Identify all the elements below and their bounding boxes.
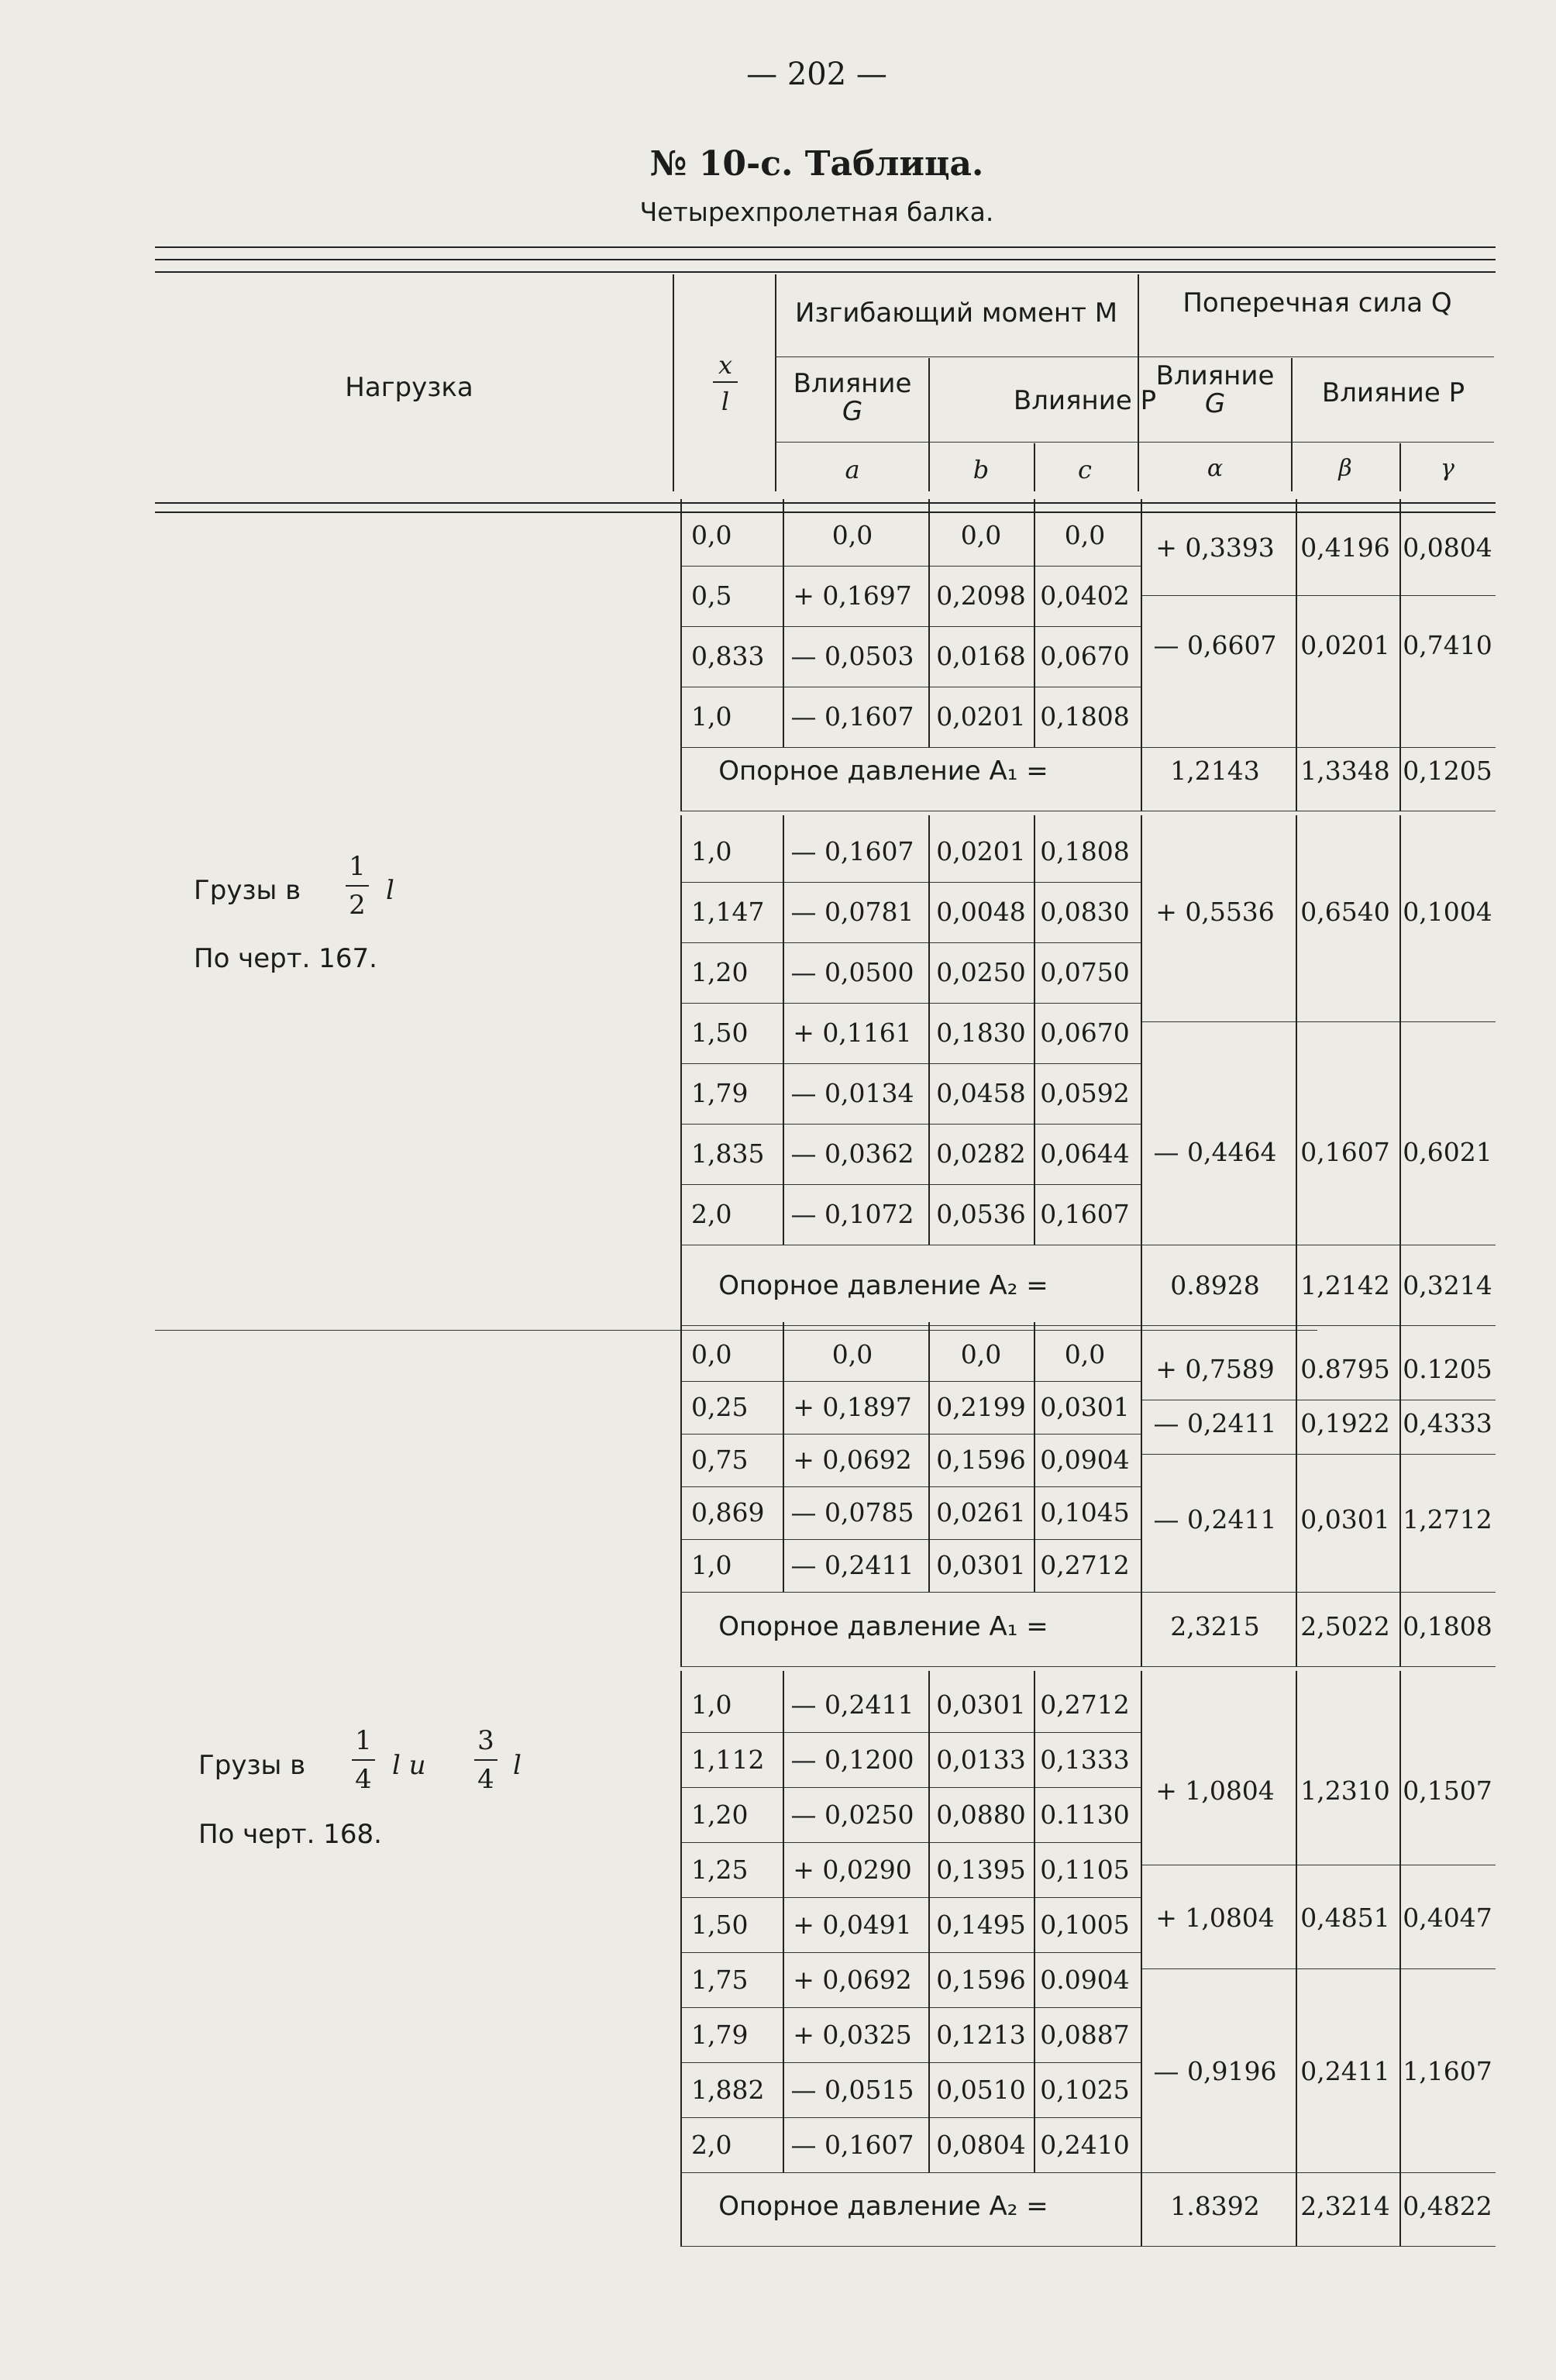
shear-alpha-cell: — 0,4464 (1153, 1137, 1277, 1167)
header-divider (673, 274, 674, 491)
moment-b-cell: 0,0250 (936, 957, 1026, 987)
column-rule (1141, 499, 1142, 811)
shear-alpha-cell: + 0,3393 (1155, 532, 1275, 563)
support-alpha-cell: 1,2143 (1170, 756, 1260, 786)
moment-row-rule (680, 566, 1141, 567)
top-rule-2 (155, 259, 1496, 260)
moment-b-cell: 0,0301 (936, 1550, 1026, 1580)
shear-beta-cell: 0,4851 (1300, 1903, 1390, 1933)
header-body-rule-1 (155, 502, 1496, 504)
support-row-top-rule (680, 1592, 1496, 1593)
col-label-alpha: α (1207, 455, 1224, 482)
moment-c-cell: 0,0402 (1040, 580, 1130, 611)
shear-alpha-cell: — 0,2411 (1153, 1504, 1277, 1534)
moment-c-cell: 0,2712 (1040, 1689, 1130, 1720)
header-divider (775, 274, 776, 491)
page-number: — 202 — (746, 57, 887, 92)
column-rule (1296, 1671, 1297, 2246)
header-influence-g-shear-sym: G (1204, 388, 1226, 419)
header-influence-p-shear: Влияние P (1321, 377, 1465, 408)
shear-gamma-cell: 1,1607 (1403, 2056, 1492, 2086)
x-value-cell: 1,25 (691, 1855, 749, 1885)
moment-b-cell: 0,0804 (936, 2130, 1026, 2160)
column-rule (1034, 499, 1035, 747)
shear-alpha-cell: — 0,2411 (1153, 1408, 1277, 1438)
moment-a-cell: 0,0 (831, 520, 873, 550)
support-row-top-rule (680, 747, 1496, 748)
header-rule (775, 356, 1494, 357)
shear-beta-cell: 0,2411 (1300, 2056, 1390, 2086)
support-alpha-cell: 1.8392 (1170, 2191, 1260, 2221)
column-rule (1296, 815, 1297, 1325)
moment-row-rule (680, 1842, 1141, 1843)
moment-c-cell: 0,0301 (1040, 1392, 1130, 1422)
moment-b-cell: 0,0 (960, 520, 1002, 550)
shear-beta-cell: 1,2310 (1300, 1776, 1390, 1806)
moment-row-rule (680, 1003, 1141, 1004)
header-influence-g-moment: Влияние (793, 368, 912, 399)
support-label: Опорное давление A₂ = (718, 2191, 1048, 2222)
header-influence-g-shear: Влияние (1155, 360, 1275, 391)
column-rule (1399, 1322, 1401, 1666)
header-divider (1034, 443, 1035, 491)
moment-row-rule (680, 1539, 1141, 1540)
moment-a-cell: + 0,0692 (793, 1445, 912, 1475)
support-beta-cell: 2,5022 (1300, 1611, 1390, 1641)
section2-frac1-num: 1 (355, 1725, 372, 1756)
header-rule (775, 442, 1494, 443)
moment-b-cell: 0,0261 (936, 1497, 1026, 1528)
x-value-cell: 1,79 (691, 2020, 749, 2050)
moment-row-rule (680, 1952, 1141, 1953)
moment-c-cell: 0,1808 (1040, 836, 1130, 866)
column-rule (1296, 1322, 1297, 1666)
support-row-bottom-rule (680, 1325, 1496, 1326)
moment-a-cell: — 0,0515 (790, 2075, 914, 2105)
moment-row-rule (680, 1184, 1141, 1185)
x-value-cell: 0,5 (691, 580, 732, 611)
section1-fraction (346, 851, 369, 921)
moment-a-cell: — 0,0503 (790, 641, 914, 671)
section2-l: l (513, 1750, 522, 1781)
section1-l: l (386, 875, 394, 906)
support-row-bottom-rule (680, 2246, 1496, 2247)
column-rule (783, 1322, 784, 1592)
header-x-bar (713, 381, 738, 383)
column-rule (1141, 1671, 1142, 2246)
moment-row-rule (680, 882, 1141, 883)
moment-row-rule (680, 1124, 1141, 1125)
x-value-cell: 0,833 (691, 641, 765, 671)
shear-row-rule (1141, 1968, 1496, 1969)
column-rule (783, 815, 784, 1245)
column-rule (928, 1671, 930, 2172)
moment-c-cell: 0,0 (1064, 1339, 1106, 1369)
support-alpha-cell: 0.8928 (1170, 1270, 1260, 1300)
header-influence-g-moment-sym: G (842, 396, 863, 427)
moment-b-cell: 0,1213 (936, 2020, 1026, 2050)
moment-c-cell: 0,2712 (1040, 1550, 1130, 1580)
x-value-cell: 1,50 (691, 1910, 749, 1940)
section2-frac1-den: 4 (355, 1764, 372, 1795)
moment-row-rule (680, 2007, 1141, 2008)
column-rule (928, 815, 930, 1245)
moment-b-cell: 0,0301 (936, 1689, 1026, 1720)
shear-alpha-cell: + 1,0804 (1155, 1903, 1275, 1933)
section2-load-text: Грузы в (198, 1750, 306, 1781)
x-value-cell: 2,0 (691, 1199, 732, 1229)
moment-a-cell: — 0,0362 (790, 1138, 914, 1169)
col-label-c: c (1078, 455, 1092, 484)
support-row-left-rule (680, 747, 682, 811)
support-gamma-cell: 0,3214 (1403, 1270, 1492, 1300)
table-title: № 10-с. Таблица. (649, 144, 984, 184)
x-value-cell: 1,50 (691, 1018, 749, 1048)
moment-b-cell: 0,0282 (936, 1138, 1026, 1169)
section2-frac2-num: 3 (477, 1725, 494, 1756)
col-label-b: b (972, 455, 990, 484)
section2-ref: По черт. 168. (198, 1819, 382, 1850)
column-rule (783, 1671, 784, 2172)
section1-frac-den: 2 (349, 890, 366, 921)
x-value-cell: 1,0 (691, 1550, 732, 1580)
moment-b-cell: 0,0536 (936, 1199, 1026, 1229)
moment-a-cell: — 0,2411 (790, 1689, 914, 1720)
column-rule (1034, 815, 1035, 1245)
shear-beta-cell: 0,1922 (1300, 1408, 1390, 1438)
header-divider (1399, 443, 1401, 491)
header-moment: Изгибающий момент M (794, 298, 1118, 329)
moment-a-cell: + 0,0491 (793, 1910, 912, 1940)
x-value-cell: 0,25 (691, 1392, 749, 1422)
moment-c-cell: 0,0750 (1040, 957, 1130, 987)
moment-b-cell: 0,0510 (936, 2075, 1026, 2105)
moment-a-cell: — 0,0500 (790, 957, 914, 987)
col-label-beta: β (1338, 455, 1352, 482)
moment-row-rule (680, 626, 1141, 627)
moment-b-cell: 0,0168 (936, 641, 1026, 671)
moment-a-cell: — 0,1607 (790, 701, 914, 732)
column-rule (928, 1322, 930, 1592)
shear-gamma-cell: 0,0804 (1403, 532, 1492, 563)
section-divider (155, 1330, 1317, 1331)
column-rule (1034, 1671, 1035, 2172)
moment-b-cell: 0,0201 (936, 836, 1026, 866)
x-value-cell: 1,79 (691, 1078, 749, 1108)
moment-c-cell: 0,1808 (1040, 701, 1130, 732)
shear-row-rule (1141, 595, 1496, 596)
moment-b-cell: 0,0201 (936, 701, 1026, 732)
x-value-cell: 2,0 (691, 2130, 732, 2160)
support-gamma-cell: 0,1205 (1403, 756, 1492, 786)
moment-a-cell: — 0,2411 (790, 1550, 914, 1580)
section1-ref: По черт. 167. (194, 943, 377, 974)
support-row-left-rule (680, 1592, 682, 1666)
col-label-a: a (845, 455, 860, 484)
moment-a-cell: — 0,0250 (790, 1800, 914, 1830)
support-row-top-rule (680, 2172, 1496, 2173)
moment-c-cell: 0,0670 (1040, 641, 1130, 671)
x-value-cell: 1,147 (691, 897, 765, 927)
header-x-num: x (718, 350, 733, 380)
shear-gamma-cell: 0,4333 (1403, 1408, 1492, 1438)
col-label-gamma: γ (1441, 455, 1454, 482)
moment-a-cell: + 0,1897 (793, 1392, 912, 1422)
moment-row-rule (680, 1063, 1141, 1064)
moment-b-cell: 0,0 (960, 1339, 1002, 1369)
section1-load-text: Грузы в (194, 875, 301, 906)
moment-c-cell: 0,0592 (1040, 1078, 1130, 1108)
moment-a-cell: + 0,1697 (793, 580, 912, 611)
support-label: Опорное давление A₂ = (718, 1270, 1048, 1301)
header-body-rule-2 (155, 511, 1496, 513)
column-rule (783, 499, 784, 747)
moment-c-cell: 0,1333 (1040, 1745, 1130, 1775)
support-beta-cell: 2,3214 (1300, 2191, 1390, 2221)
x-value-cell: 1,20 (691, 957, 749, 987)
header-divider (1291, 358, 1293, 491)
table-subtitle: Четырехпролетная балка. (639, 197, 994, 227)
moment-c-cell: 0,0887 (1040, 2020, 1130, 2050)
support-row-left-rule (680, 2172, 682, 2246)
moment-b-cell: 0,1596 (936, 1965, 1026, 1995)
moment-a-cell: — 0,1607 (790, 836, 914, 866)
header-divider (928, 358, 930, 491)
moment-row-rule (680, 2062, 1141, 2063)
shear-row-rule (1141, 1021, 1496, 1022)
support-row-left-rule (680, 1245, 682, 1325)
header-shear: Поперечная сила Q (1182, 288, 1452, 319)
column-rule (680, 499, 682, 747)
x-value-cell: 1,75 (691, 1965, 749, 1995)
support-row-bottom-rule (680, 1666, 1496, 1667)
moment-c-cell: 0,1105 (1040, 1855, 1130, 1885)
moment-b-cell: 0,1395 (936, 1855, 1026, 1885)
support-gamma-cell: 0,4822 (1403, 2191, 1492, 2221)
shear-gamma-cell: 1,2712 (1403, 1504, 1492, 1534)
x-value-cell: 1,882 (691, 2075, 765, 2105)
shear-alpha-cell: + 0,7589 (1155, 1354, 1275, 1384)
moment-c-cell: 0,1005 (1040, 1910, 1130, 1940)
shear-beta-cell: 0,0301 (1300, 1504, 1390, 1534)
shear-beta-cell: 0,0201 (1300, 630, 1390, 660)
moment-a-cell: 0,0 (831, 1339, 873, 1369)
x-value-cell: 1,0 (691, 1689, 732, 1720)
moment-b-cell: 0,0458 (936, 1078, 1026, 1108)
moment-b-cell: 0,1596 (936, 1445, 1026, 1475)
section2-frac2-den: 4 (477, 1764, 494, 1795)
moment-c-cell: 0,2410 (1040, 2130, 1130, 2160)
column-rule (1399, 1671, 1401, 2246)
moment-b-cell: 0,2199 (936, 1392, 1026, 1422)
column-rule (680, 1671, 682, 2172)
header-x-den: l (721, 387, 730, 416)
moment-a-cell: — 0,0781 (790, 897, 914, 927)
moment-c-cell: 0,1045 (1040, 1497, 1130, 1528)
column-rule (1399, 499, 1401, 811)
shear-beta-cell: 0,4196 (1300, 532, 1390, 563)
shear-gamma-cell: 0,4047 (1403, 1903, 1492, 1933)
support-beta-cell: 1,2142 (1300, 1270, 1390, 1300)
moment-a-cell: — 0,0785 (790, 1497, 914, 1528)
shear-gamma-cell: 0,6021 (1403, 1137, 1492, 1167)
moment-b-cell: 0,1830 (936, 1018, 1026, 1048)
moment-row-rule (680, 1434, 1141, 1435)
moment-c-cell: 0.0904 (1040, 1965, 1130, 1995)
shear-gamma-cell: 0,1004 (1403, 897, 1492, 927)
x-value-cell: 1,0 (691, 701, 732, 732)
moment-row-rule (680, 942, 1141, 943)
column-rule (1399, 815, 1401, 1325)
shear-beta-cell: 0,1607 (1300, 1137, 1390, 1167)
moment-a-cell: + 0,0325 (793, 2020, 912, 2050)
section2-fraction-1 (352, 1725, 375, 1795)
shear-alpha-cell: + 0,5536 (1155, 897, 1275, 927)
shear-gamma-cell: 0,1507 (1403, 1776, 1492, 1806)
x-value-cell: 1,835 (691, 1138, 765, 1169)
shear-beta-cell: 0,6540 (1300, 897, 1390, 927)
support-label: Опорное давление A₁ = (718, 1611, 1048, 1642)
support-beta-cell: 1,3348 (1300, 756, 1390, 786)
x-value-cell: 0,869 (691, 1497, 765, 1528)
shear-alpha-cell: — 0,6607 (1153, 630, 1277, 660)
moment-c-cell: 0.1130 (1040, 1800, 1130, 1830)
moment-c-cell: 0,0644 (1040, 1138, 1130, 1169)
column-rule (1034, 1322, 1035, 1592)
shear-gamma-cell: 0,7410 (1403, 630, 1492, 660)
moment-b-cell: 0,0048 (936, 897, 1026, 927)
moment-b-cell: 0,0133 (936, 1745, 1026, 1775)
moment-c-cell: 0,1025 (1040, 2075, 1130, 2105)
moment-c-cell: 0,0904 (1040, 1445, 1130, 1475)
support-alpha-cell: 2,3215 (1170, 1611, 1260, 1641)
section2-fraction-2 (474, 1725, 497, 1795)
column-rule (1141, 1322, 1142, 1666)
column-rule (680, 815, 682, 1245)
section2-mid: l и (392, 1750, 426, 1781)
moment-a-cell: — 0,1072 (790, 1199, 914, 1229)
moment-c-cell: 0,0670 (1040, 1018, 1130, 1048)
section1-frac-num: 1 (349, 851, 366, 882)
column-rule (928, 499, 930, 747)
moment-a-cell: — 0,1607 (790, 2130, 914, 2160)
header-divider (1138, 274, 1139, 491)
top-rule-1 (155, 246, 1496, 248)
moment-a-cell: — 0,1200 (790, 1745, 914, 1775)
moment-b-cell: 0,1495 (936, 1910, 1026, 1940)
x-value-cell: 0,75 (691, 1445, 749, 1475)
moment-row-rule (680, 1381, 1141, 1382)
support-label: Опорное давление A₁ = (718, 756, 1048, 787)
moment-row-rule (680, 1787, 1141, 1788)
moment-row-rule (680, 1486, 1141, 1487)
moment-a-cell: + 0,1161 (793, 1018, 912, 1048)
x-value-cell: 0,0 (691, 520, 732, 550)
support-gamma-cell: 0,1808 (1403, 1611, 1492, 1641)
shear-gamma-cell: 0.1205 (1403, 1354, 1492, 1384)
shear-alpha-cell: + 1,0804 (1155, 1776, 1275, 1806)
moment-c-cell: 0,0830 (1040, 897, 1130, 927)
shear-row-rule (1141, 1454, 1496, 1455)
x-value-cell: 1,0 (691, 836, 732, 866)
moment-c-cell: 0,0 (1064, 520, 1106, 550)
x-value-cell: 1,20 (691, 1800, 749, 1830)
moment-row-rule (680, 2117, 1141, 2118)
moment-a-cell: + 0,0692 (793, 1965, 912, 1995)
x-value-cell: 0,0 (691, 1339, 732, 1369)
moment-a-cell: — 0,0134 (790, 1078, 914, 1108)
moment-row-rule (680, 1897, 1141, 1898)
moment-b-cell: 0,0880 (936, 1800, 1026, 1830)
moment-c-cell: 0,1607 (1040, 1199, 1130, 1229)
header-load: Нагрузка (345, 372, 473, 403)
column-rule (1141, 815, 1142, 1325)
x-value-cell: 1,112 (691, 1745, 765, 1775)
moment-a-cell: + 0,0290 (793, 1855, 912, 1885)
column-rule (1296, 499, 1297, 811)
moment-row-rule (680, 1732, 1141, 1733)
header-influence-p-moment: Влияние P (1013, 385, 1157, 416)
moment-b-cell: 0,2098 (936, 580, 1026, 611)
shear-alpha-cell: — 0,9196 (1153, 2056, 1277, 2086)
shear-beta-cell: 0.8795 (1300, 1354, 1390, 1384)
top-rule-3 (155, 271, 1496, 273)
column-rule (680, 1322, 682, 1592)
